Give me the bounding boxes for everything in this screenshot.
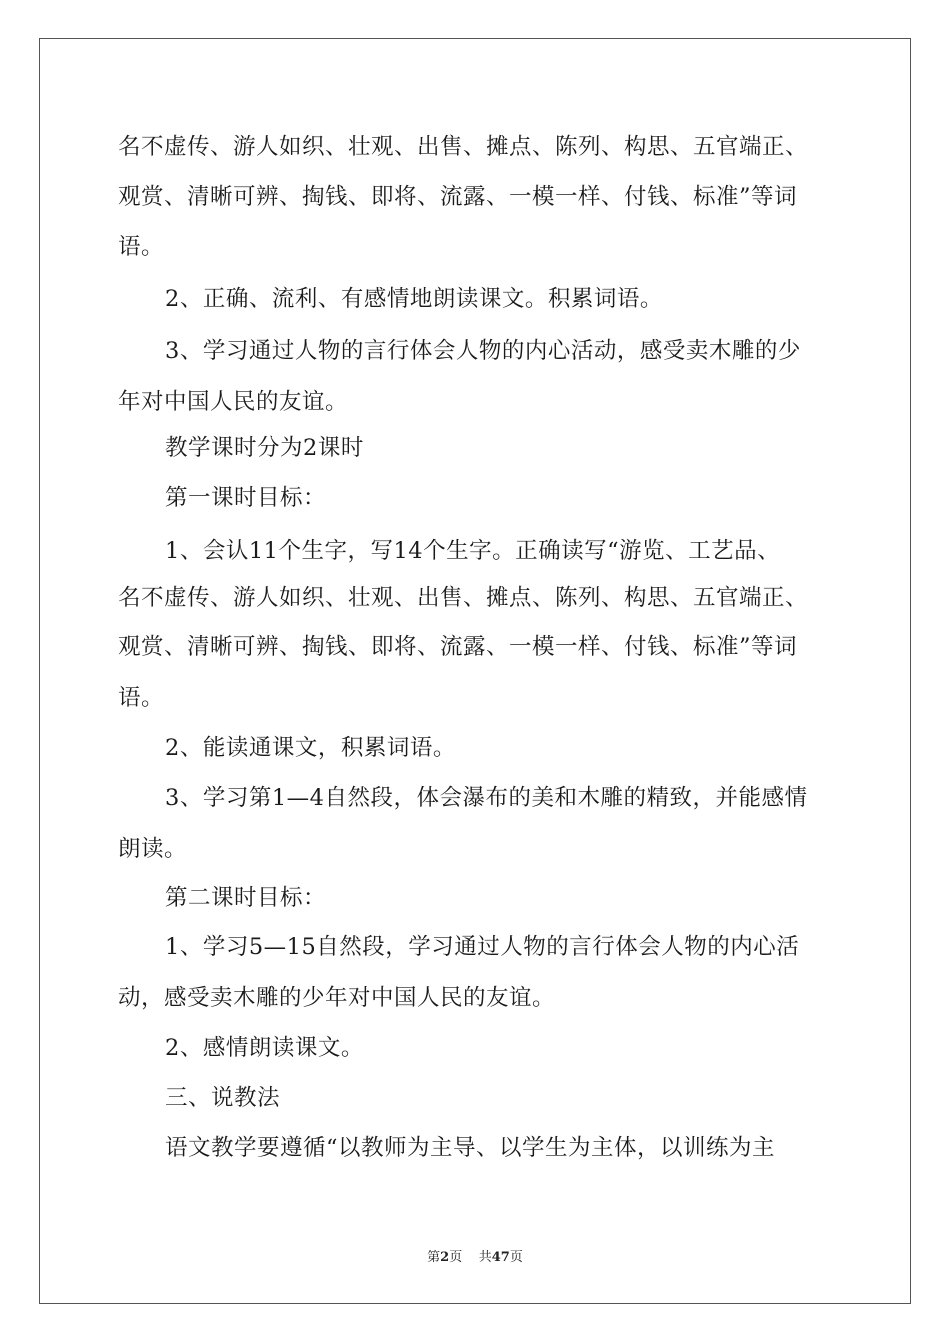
text-line: 第二课时目标： <box>165 885 327 911</box>
text-line: 观赏、清晰可辨、掏钱、即将、流露、一模一样、付钱、标准”等词 <box>118 634 798 660</box>
text-line: 3、学习第1—4自然段，体会瀑布的美和木雕的精致，并能感情 <box>165 785 808 811</box>
total-unit: 页 <box>509 1250 523 1265</box>
text-line: 教学课时分为2课时 <box>165 435 364 461</box>
page-number: 2 <box>440 1250 450 1265</box>
total-pages: 47 <box>491 1250 510 1265</box>
page-footer <box>0 1250 950 1266</box>
text-line: 3、学习通过人物的言行体会人物的内心活动，感受卖木雕的少 <box>165 338 801 364</box>
text-line: 名不虚传、游人如织、壮观、出售、摊点、陈列、构思、五官端正、 <box>118 134 809 160</box>
text-line: 语。 <box>118 685 165 711</box>
text-line: 1、会认11个生字，写14个生字。正确读写“游览、工艺品、 <box>165 538 781 564</box>
text-line: 三、说教法 <box>165 1085 281 1111</box>
text-line: 1、学习5—15自然段，学习通过人物的言行体会人物的内心活 <box>165 934 800 960</box>
text-line: 2、能读通课文，积累词语。 <box>165 735 456 761</box>
text-line: 年对中国人民的友谊。 <box>118 389 349 415</box>
text-line: 动，感受卖木雕的少年对中国人民的友谊。 <box>118 985 556 1011</box>
page-unit: 页 <box>449 1250 463 1265</box>
text-line: 2、正确、流利、有感情地朗读课文。积累词语。 <box>165 286 663 312</box>
text-line: 观赏、清晰可辨、掏钱、即将、流露、一模一样、付钱、标准”等词 <box>118 184 798 210</box>
text-line: 语。 <box>118 234 165 260</box>
text-line: 语文教学要遵循“以教师为主导、以学生为主体，以训练为主 <box>165 1135 776 1161</box>
text-line: 2、感情朗读课文。 <box>165 1035 364 1061</box>
text-line: 朗读。 <box>118 836 188 862</box>
page-prefix: 第 <box>427 1250 441 1265</box>
total-prefix: 共 <box>478 1250 492 1265</box>
text-line: 名不虚传、游人如织、壮观、出售、摊点、陈列、构思、五官端正、 <box>118 585 809 611</box>
text-line: 第一课时目标： <box>165 485 327 511</box>
page-border <box>39 38 911 1304</box>
